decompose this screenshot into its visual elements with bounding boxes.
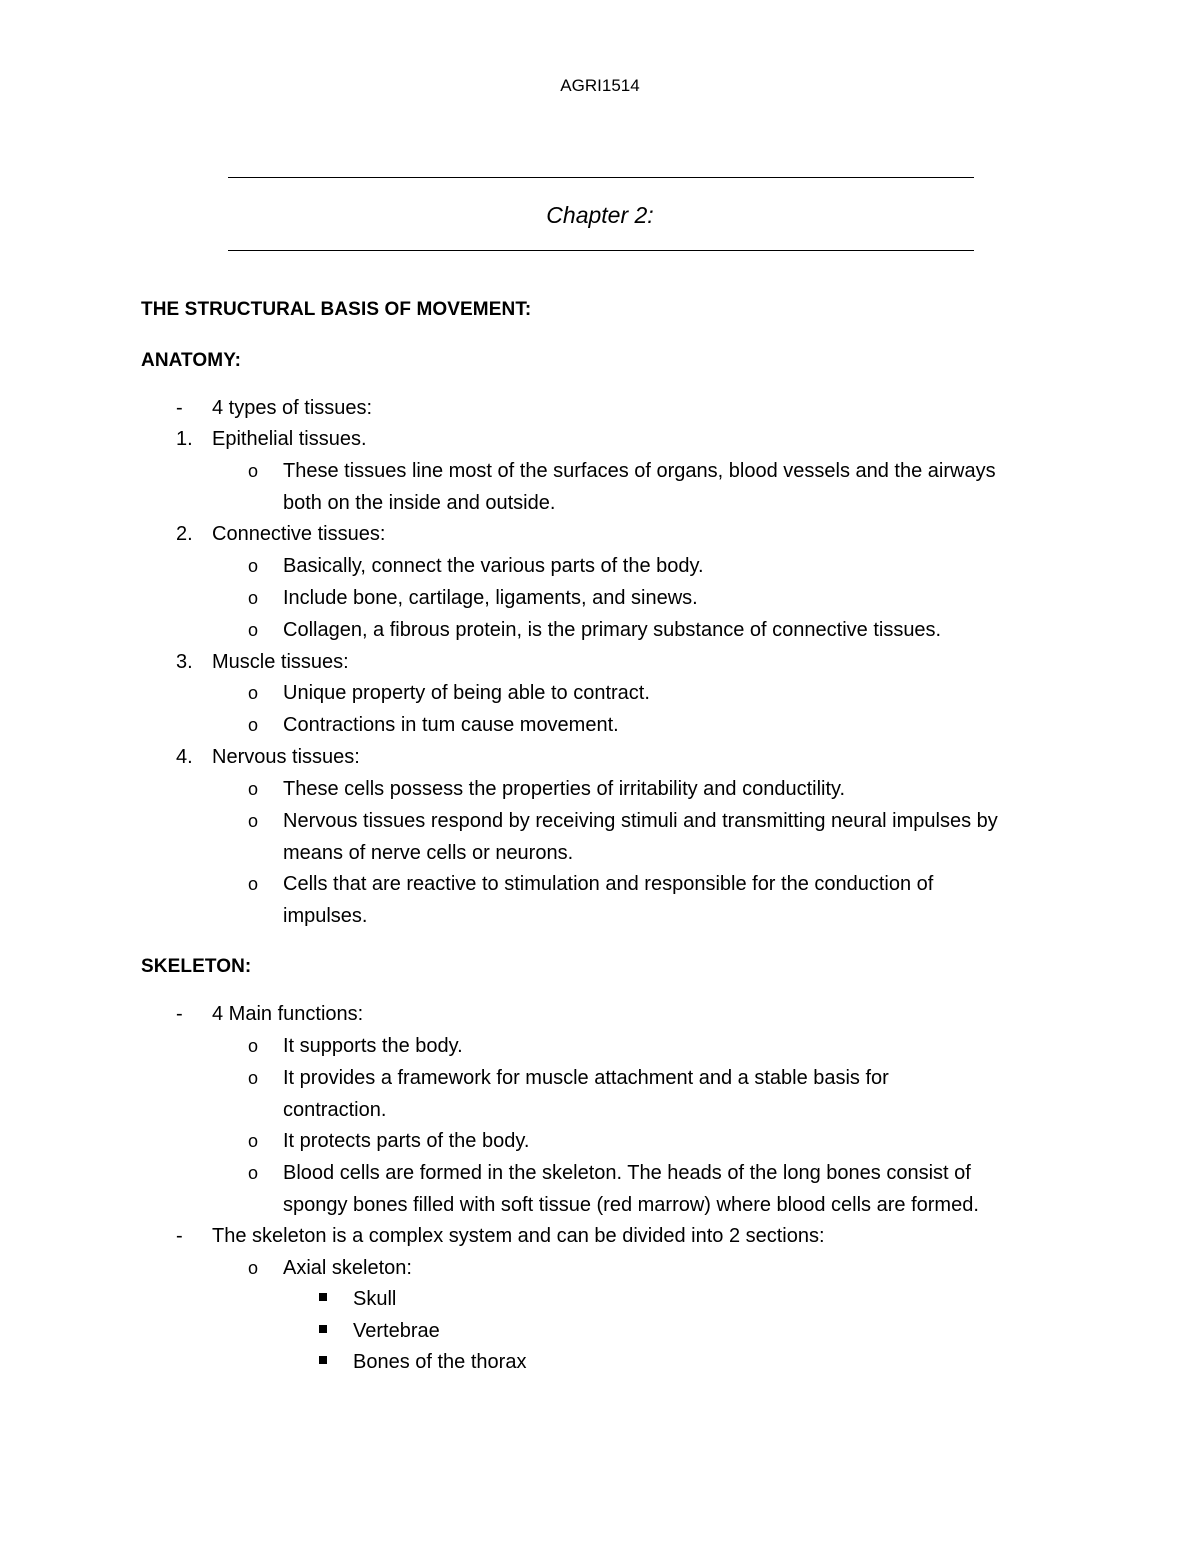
- nervous-point-3-line-1: Cells that are reactive to stimulation and responsible for the conduction of: [283, 873, 934, 895]
- circle-bullet: o: [248, 1068, 259, 1088]
- skeleton-function-3: It protects parts of the body.: [283, 1130, 530, 1152]
- muscle-point-1: Unique property of being able to contract.: [283, 682, 650, 704]
- tissue-connective: Connective tissues:: [212, 523, 386, 545]
- section-title-skeleton: SKELETON:: [141, 956, 252, 977]
- square-bullet-icon: [319, 1293, 327, 1301]
- tissue-epithelial: Epithelial tissues.: [212, 428, 367, 450]
- nervous-point-1: These cells possess the properties of irritability and conductility.: [283, 778, 846, 800]
- list-number: 1.: [176, 428, 193, 450]
- axial-item-skull: Skull: [353, 1288, 397, 1310]
- page-header-course-code: AGRI1514: [560, 76, 640, 95]
- nervous-point-3-line-2: impulses.: [283, 905, 368, 927]
- circle-bullet: o: [248, 1036, 259, 1056]
- axial-item-thorax: Bones of the thorax: [353, 1351, 527, 1373]
- skeleton-function-2-line-1: It provides a framework for muscle attachment and a stable basis for: [283, 1067, 889, 1089]
- nervous-point-2-line-2: means of nerve cells or neurons.: [283, 842, 574, 864]
- dash-bullet: -: [176, 1003, 183, 1025]
- circle-bullet: o: [248, 1131, 259, 1151]
- circle-bullet: o: [248, 874, 259, 894]
- connective-point-2: Include bone, cartilage, ligaments, and sinews.: [283, 587, 698, 609]
- circle-bullet: o: [248, 461, 259, 481]
- list-number: 4.: [176, 746, 193, 768]
- connective-point-3: Collagen, a fibrous protein, is the primary substance of connective tissues.: [283, 619, 942, 641]
- tissue-muscle: Muscle tissues:: [212, 651, 349, 673]
- circle-bullet: o: [248, 779, 259, 799]
- list-number: 2.: [176, 523, 193, 545]
- axial-item-vertebrae: Vertebrae: [353, 1320, 440, 1342]
- top-rule: [228, 177, 974, 178]
- skeleton-functions-intro: 4 Main functions:: [212, 1003, 364, 1025]
- skeleton-sections-intro: The skeleton is a complex system and can be divided into 2 sections:: [212, 1225, 825, 1247]
- circle-bullet: o: [248, 556, 259, 576]
- circle-bullet: o: [248, 1163, 259, 1183]
- epithelial-point-1-line-2: both on the inside and outside.: [283, 492, 556, 514]
- anatomy-intro: 4 types of tissues:: [212, 397, 373, 419]
- section-title-structural-basis: THE STRUCTURAL BASIS OF MOVEMENT:: [141, 299, 532, 320]
- square-bullet-icon: [319, 1356, 327, 1364]
- list-number: 3.: [176, 651, 193, 673]
- skeleton-function-1: It supports the body.: [283, 1035, 463, 1057]
- epithelial-point-1-line-1: These tissues line most of the surfaces of organs, blood vessels and the airways: [283, 460, 996, 482]
- skeleton-function-4-line-1: Blood cells are formed in the skeleton. The heads of the long bones consist of: [283, 1162, 971, 1184]
- skeleton-function-4-line-2: spongy bones filled with soft tissue (red marrow) where blood cells are formed.: [283, 1194, 979, 1216]
- circle-bullet: o: [248, 1258, 259, 1278]
- circle-bullet: o: [248, 811, 259, 831]
- bottom-rule: [228, 250, 974, 251]
- nervous-point-2-line-1: Nervous tissues respond by receiving stimuli and transmitting neural impulses by: [283, 810, 998, 832]
- connective-point-1: Basically, connect the various parts of the body.: [283, 555, 704, 577]
- dash-bullet: -: [176, 1225, 183, 1247]
- circle-bullet: o: [248, 620, 259, 640]
- dash-bullet: -: [176, 397, 183, 419]
- square-bullet-icon: [319, 1325, 327, 1333]
- axial-skeleton-title: Axial skeleton:: [283, 1257, 412, 1279]
- muscle-point-2: Contractions in tum cause movement.: [283, 714, 619, 736]
- circle-bullet: o: [248, 683, 259, 703]
- circle-bullet: o: [248, 715, 259, 735]
- skeleton-function-2-line-2: contraction.: [283, 1099, 387, 1121]
- circle-bullet: o: [248, 588, 259, 608]
- section-title-anatomy: ANATOMY:: [141, 350, 242, 371]
- chapter-title: Chapter 2:: [546, 202, 654, 228]
- tissue-nervous: Nervous tissues:: [212, 746, 360, 768]
